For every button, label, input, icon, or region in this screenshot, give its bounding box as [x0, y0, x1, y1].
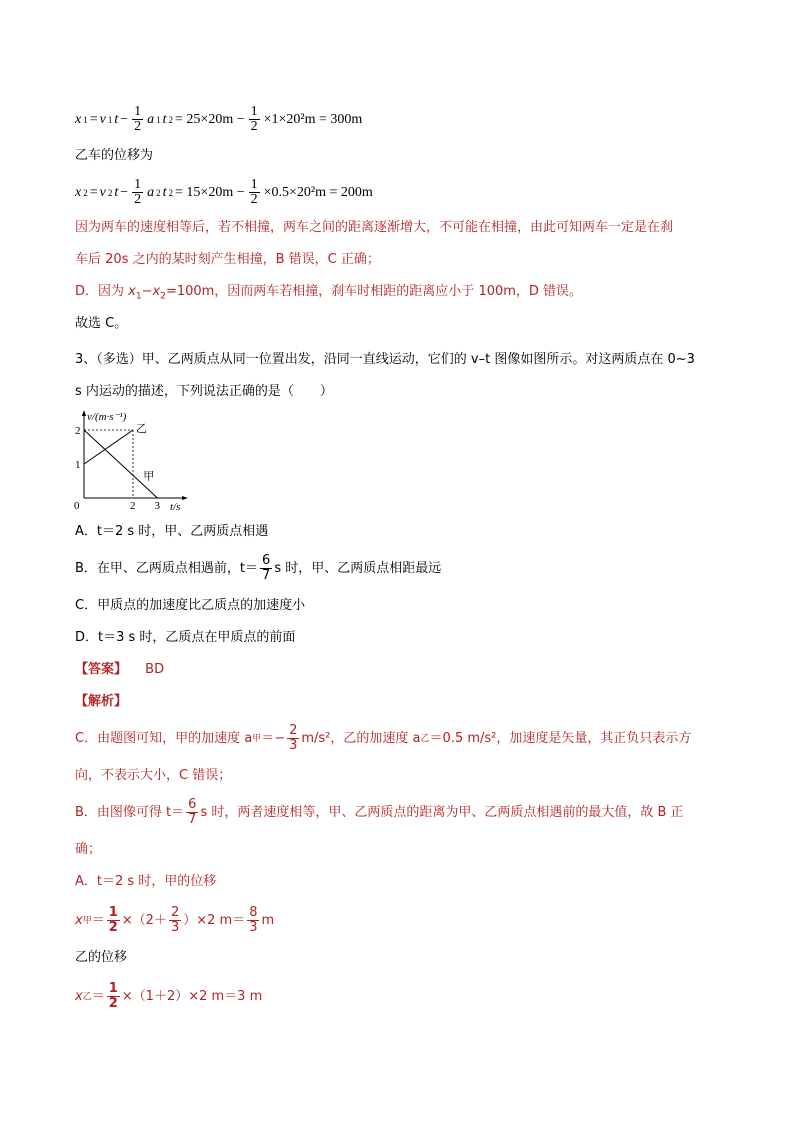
analysis-b-line1: B．由图像可得 t＝ $\frac{6}{7}$ s 时，两者速度相等，甲、乙两质点的距离为甲、乙两质点相遇前的最大值，故 B 正: [75, 797, 684, 827]
y-axis-arrow: [82, 410, 86, 416]
vt-graph: [72, 408, 202, 512]
option-d: D．t＝3 s 时，乙质点在甲质点的前面: [75, 630, 296, 645]
option-a: A．t＝2 s 时，甲、乙两质点相遇: [75, 524, 269, 539]
series-jia-line: [84, 430, 158, 498]
analysis-a-line: A．t＝2 s 时，甲的位移: [75, 874, 217, 889]
eq1-mid: = 25×20m −: [175, 111, 245, 127]
x-jia-equation: x 甲 ＝ $\frac{1}{2}$ ×（2＋ $\frac{2}{3}$ ）×2 m＝ $\frac{8}{3}$ m: [75, 905, 275, 935]
question3-line-b: s 内运动的描述，下列说法正确的是（ ）: [75, 384, 333, 399]
series-yi-label: 乙: [136, 423, 147, 435]
analysis-b-line2: 确；: [75, 842, 102, 857]
eq2-end: ×0.5×20²m = 200m: [263, 184, 373, 200]
eq1-frac2: $\frac{1}{2}$: [250, 104, 258, 134]
analysis-c-line2: 向，不表示大小，C 错误；: [75, 768, 232, 783]
eq1-lhs-sub: 1: [83, 114, 88, 125]
x-axis-label: t/s: [170, 501, 181, 512]
answer-label: 【答案】: [75, 662, 128, 677]
x-axis-arrow: [182, 496, 188, 500]
eq1-lhs: x: [75, 111, 82, 127]
eq2-mid: = 15×20m −: [175, 184, 245, 200]
yi-displacement-label: 乙的位移: [75, 950, 128, 965]
answer-value: BD: [145, 662, 165, 677]
option-b: B．在甲、乙两质点相遇前，t＝ $\frac{6}{7}$ s 时，甲、乙两质点相距最远: [75, 553, 442, 583]
x-tick-3: 3: [154, 500, 160, 512]
eq1-v: v: [99, 111, 106, 127]
y-axis-label: v/(m·s⁻¹): [87, 411, 127, 423]
eq1-t: t: [114, 111, 119, 127]
eq1-a: a: [147, 111, 155, 127]
line-yi-displacement: 乙车的位移为: [75, 148, 154, 163]
equation-x2: x 2 = v 2 t − $\frac{1}{2}$ a 2 t 2 = 15×20m − $\frac{1}{2}$ ×0.5×20²m = 200m: [75, 177, 373, 207]
eq2-frac: $\frac{1}{2}$: [134, 177, 142, 207]
x-tick-2: 2: [130, 500, 136, 512]
analysis-label: 【解析】: [75, 694, 128, 709]
x-yi-equation: x 乙 ＝ $\frac{1}{2}$ ×（1＋2）×2 m＝3 m: [75, 981, 263, 1011]
conclusion: 故选 C。: [75, 316, 128, 331]
question3-line-a: 3、（多选）甲、乙两质点从同一位置出发，沿同一直线运动，它们的 v–t 图像如图所示。对这两质点在 0~3: [75, 352, 695, 367]
para2-option-d: D．因为 $x_1-x_2=100m$，因而两车若相撞，刹车时相距的距离应小于 100m，D 错误。: [75, 284, 583, 302]
option-c: C．甲质点的加速度比乙质点的加速度小: [75, 598, 306, 613]
answer-row: [75, 660, 164, 680]
eq2-frac2: $\frac{1}{2}$: [250, 177, 258, 207]
y-tick-2: 2: [75, 425, 81, 437]
para1-line-a: 因为两车的速度相等后，若不相撞，两车之间的距离逐渐增大，不可能在相撞，由此可知两车一定是在刹: [75, 220, 674, 235]
equation-x1: x 1 = v 1 t − $\frac{1}{2}$ a 1 t 2 = 25×20m − $\frac{1}{2}$ ×1×20²m = 300m: [75, 104, 363, 134]
eq1-frac: $\frac{1}{2}$: [134, 104, 142, 134]
y-tick-1: 1: [75, 459, 81, 471]
para1-line-b: 车后 20s 之内的某时刻产生相撞，B 错误，C 正确；: [75, 252, 380, 267]
eq1-end: ×1×20²m = 300m: [263, 111, 363, 127]
series-yi-line: [84, 430, 133, 464]
eq1-v-sub: 1: [107, 114, 113, 125]
analysis-c-line1: C．由题图可知，甲的加速度 a 甲 ＝− $\frac{2}{3}$ m/s²，乙的加速度 a 乙 ＝0.5 m/s²，加速度是矢量，其正负只表示方: [75, 723, 692, 753]
series-jia-label: 甲: [143, 470, 155, 483]
origin-label: 0: [74, 500, 80, 512]
